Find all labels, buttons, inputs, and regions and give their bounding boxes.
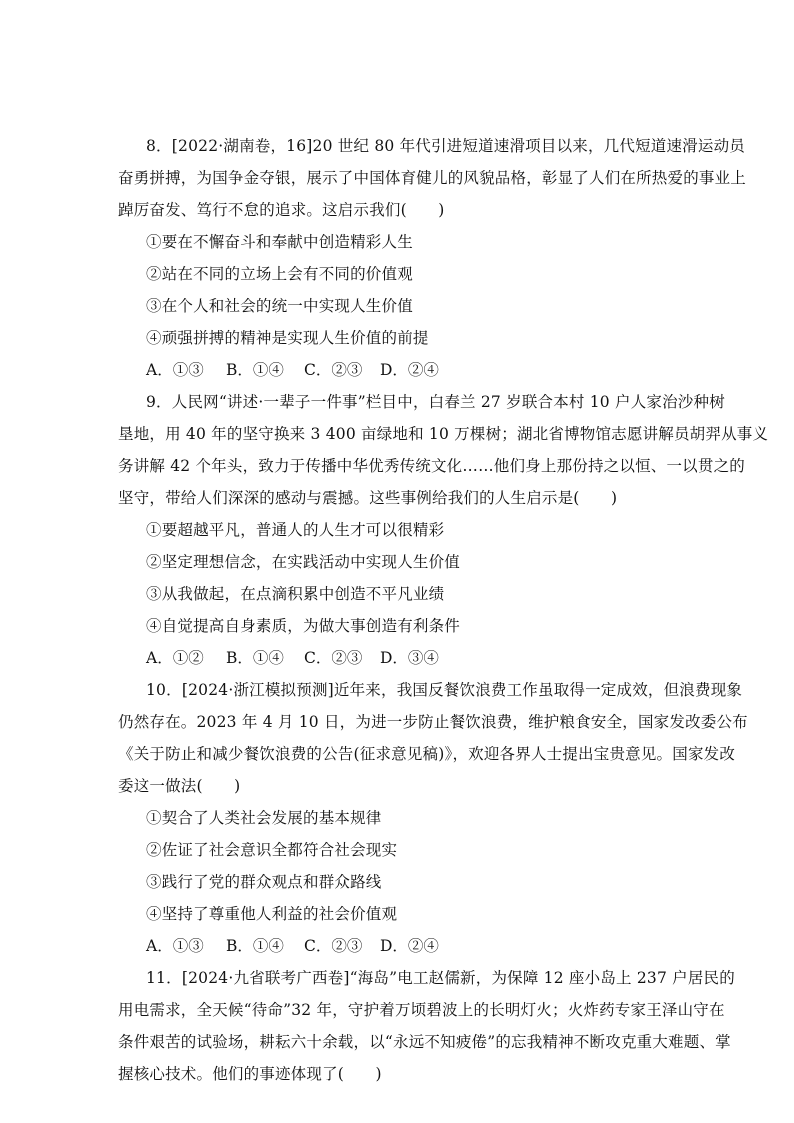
option-statement: ①契合了人类社会发展的基本规律 (146, 809, 382, 827)
question-stem-line: 11．[2024·九省联考广西卷]“海岛”电工赵儒新，为保障 12 座小岛上 237 户居民的 (146, 969, 735, 987)
option-statement: ①要超越平凡，普通人的人生才可以很精彩 (146, 521, 445, 539)
answer-choice-a[interactable]: A．①③ (146, 937, 204, 955)
question-stem-line: 9．人民网“讲述·一辈子一件事”栏目中，白春兰 27 岁联合本村 10 户人家治沙种树 (146, 393, 725, 411)
question-stem-line: 务讲解 42 个年头，致力于传播中华优秀传统文化……他们身上那份持之以恒、一以贯之的 (118, 457, 745, 475)
question-stem-line: 踔厉奋发、笃行不怠的追求。这启示我们( ) (118, 201, 445, 219)
question-stem-line: 坚守，带给人们深深的感动与震撼。这些事例给我们的人生启示是( ) (118, 489, 618, 507)
answer-choice-b[interactable]: B．①④ (226, 649, 284, 667)
answer-choice-c[interactable]: C．②③ (304, 937, 363, 955)
answer-choice-a[interactable]: A．①③ (146, 361, 204, 379)
option-statement: ③从我做起，在点滴积累中创造不平凡业绩 (146, 585, 445, 603)
question-stem-line: 《关于防止和减少餐饮浪费的公告(征求意见稿)》，欢迎各界人士提出宝贵意见。国家发改 (118, 745, 736, 763)
option-statement: ②坚定理想信念，在实践活动中实现人生价值 (146, 553, 461, 571)
answer-choice-a[interactable]: A．①② (146, 649, 204, 667)
question-stem-line: 握核心技术。他们的事迹体现了( ) (118, 1065, 382, 1083)
question-stem-line: 8．[2022·湖南卷，16]20 世纪 80 年代引进短道速滑项目以来，几代短道速滑运动员 (146, 137, 745, 155)
option-statement: ③在个人和社会的统一中实现人生价值 (146, 297, 413, 315)
answer-choice-d[interactable]: D．②④ (380, 361, 439, 379)
question-stem-line: 委这一做法( ) (118, 777, 241, 795)
answer-choices (146, 936, 439, 956)
question-stem-line: 垦地，用 40 年的坚守换来 3 400 亩绿地和 10 万棵树；湖北省博物馆志愿讲解员胡羿从事义 (118, 425, 769, 443)
option-statement: ④顽强拼搏的精神是实现人生价值的前提 (146, 329, 429, 347)
option-statement: ①要在不懈奋斗和奉献中创造精彩人生 (146, 233, 413, 251)
option-statement: ④坚持了尊重他人利益的社会价值观 (146, 905, 398, 923)
answer-choice-b[interactable]: B．①④ (226, 361, 284, 379)
answer-choice-d[interactable]: D．③④ (380, 649, 439, 667)
answer-choice-c[interactable]: C．②③ (304, 649, 363, 667)
answer-choice-b[interactable]: B．①④ (226, 937, 284, 955)
question-stem-line: 用电需求，全天候“待命”32 年，守护着万顷碧波上的长明灯火；火炸药专家王泽山守在 (118, 1001, 725, 1019)
answer-choices (146, 360, 439, 380)
option-statement: ④自觉提高自身素质，为做大事创造有利条件 (146, 617, 461, 635)
option-statement: ②站在不同的立场上会有不同的价值观 (146, 265, 413, 283)
answer-choices (146, 648, 439, 668)
question-stem-line: 10．[2024·浙江模拟预测]近年来，我国反餐饮浪费工作虽取得一定成效，但浪费现象 (146, 681, 743, 699)
answer-choice-c[interactable]: C．②③ (304, 361, 363, 379)
answer-choice-d[interactable]: D．②④ (380, 937, 439, 955)
option-statement: ②佐证了社会意识全都符合社会现实 (146, 841, 398, 859)
question-stem-line: 奋勇拼搏，为国争金夺银，展示了中国体育健儿的风貌品格，彰显了人们在所热爱的事业上 (118, 169, 747, 187)
question-stem-line: 仍然存在。2023 年 4 月 10 日，为进一步防止餐饮浪费，维护粮食安全，国家发改委公布 (118, 713, 748, 731)
question-stem-line: 条件艰苦的试验场，耕耘六十余载，以“永远不知疲倦”的忘我精神不断攻克重大难题、掌 (118, 1033, 731, 1051)
option-statement: ③践行了党的群众观点和群众路线 (146, 873, 382, 891)
